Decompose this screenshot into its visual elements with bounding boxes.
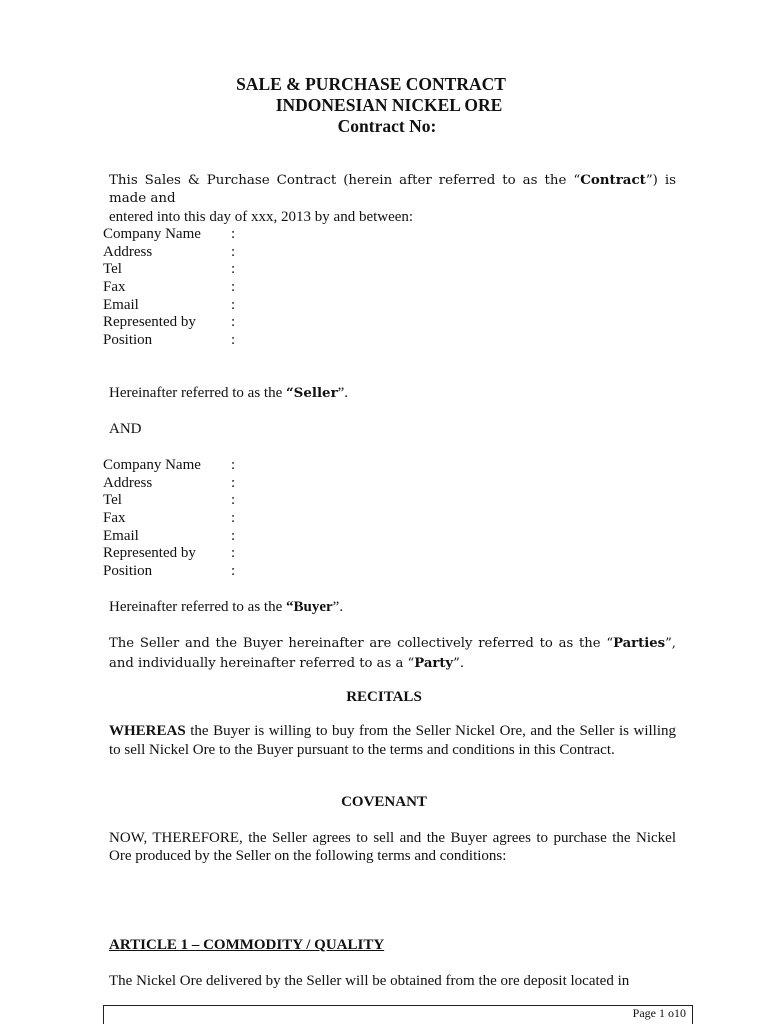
article-1-paragraph: The Nickel Ore delivered by the Seller will be obtained from the ore deposit located in: [109, 973, 630, 989]
covenant-heading: COVENANT: [341, 794, 427, 810]
buyer-reference: Hereinafter referred to as the “Buyer”.: [109, 599, 344, 615]
field-row: Company Name :: [103, 226, 236, 242]
field-row: Address :: [103, 243, 236, 260]
title-line-1: SALE & PURCHASE CONTRACT: [236, 74, 506, 94]
contract-number-label: Contract No:: [337, 116, 437, 136]
intro-paragraph: This Sales & Purchase Contract (herein after referred to as the “Contract”) is made and entered into this day of xxx, 2013 by and between:: [109, 172, 677, 225]
recitals-heading: RECITALS: [346, 689, 422, 705]
and-separator: AND: [109, 421, 142, 437]
field-row: Fax :: [103, 510, 236, 527]
article-1-heading: ARTICLE 1 – COMMODITY / QUALITY: [109, 937, 385, 953]
seller-details: [103, 225, 363, 349]
field-row: Represented by :: [103, 545, 236, 562]
field-row: Tel :: [103, 261, 236, 278]
field-row: Email :: [103, 296, 236, 313]
field-row: Address :: [103, 474, 236, 491]
covenant-paragraph: NOW, THEREFORE, the Seller agrees to sell and the Buyer agrees to purchase the Nickel Ore produced by the Seller on the following terms and conditions:: [109, 830, 676, 864]
page-number: Page 1 o10: [632, 1006, 686, 1020]
buyer-details: [103, 456, 363, 580]
contract-term: Contract: [580, 172, 646, 188]
title-line-2: INDONESIAN NICKEL ORE: [275, 95, 503, 115]
field-row: Position :: [103, 563, 236, 580]
field-row: Fax :: [103, 279, 236, 296]
footer-left-border: [103, 1005, 104, 1024]
parties-paragraph: The Seller and the Buyer hereinafter are collectively referred to as the “Parties”, and individually hereinafter referred to as a “Party”.: [109, 636, 676, 671]
document-title: [0, 74, 768, 137]
footer-divider: [103, 1005, 692, 1006]
recitals-paragraph: WHEREAS the Buyer is willing to buy from the Seller Nickel Ore, and the Seller is willing to sell Nickel Ore to the Buyer pursuant to the terms and conditions in this Contract.: [109, 723, 676, 758]
field-row: Tel :: [103, 492, 236, 509]
field-row: Represented by :: [103, 314, 236, 331]
seller-reference: Hereinafter referred to as the “Seller”.: [109, 385, 349, 401]
footer-right-border: [692, 1005, 693, 1024]
field-row: Position :: [103, 332, 236, 349]
field-row: Email :: [103, 527, 236, 544]
field-row: Company Name :: [103, 457, 236, 473]
